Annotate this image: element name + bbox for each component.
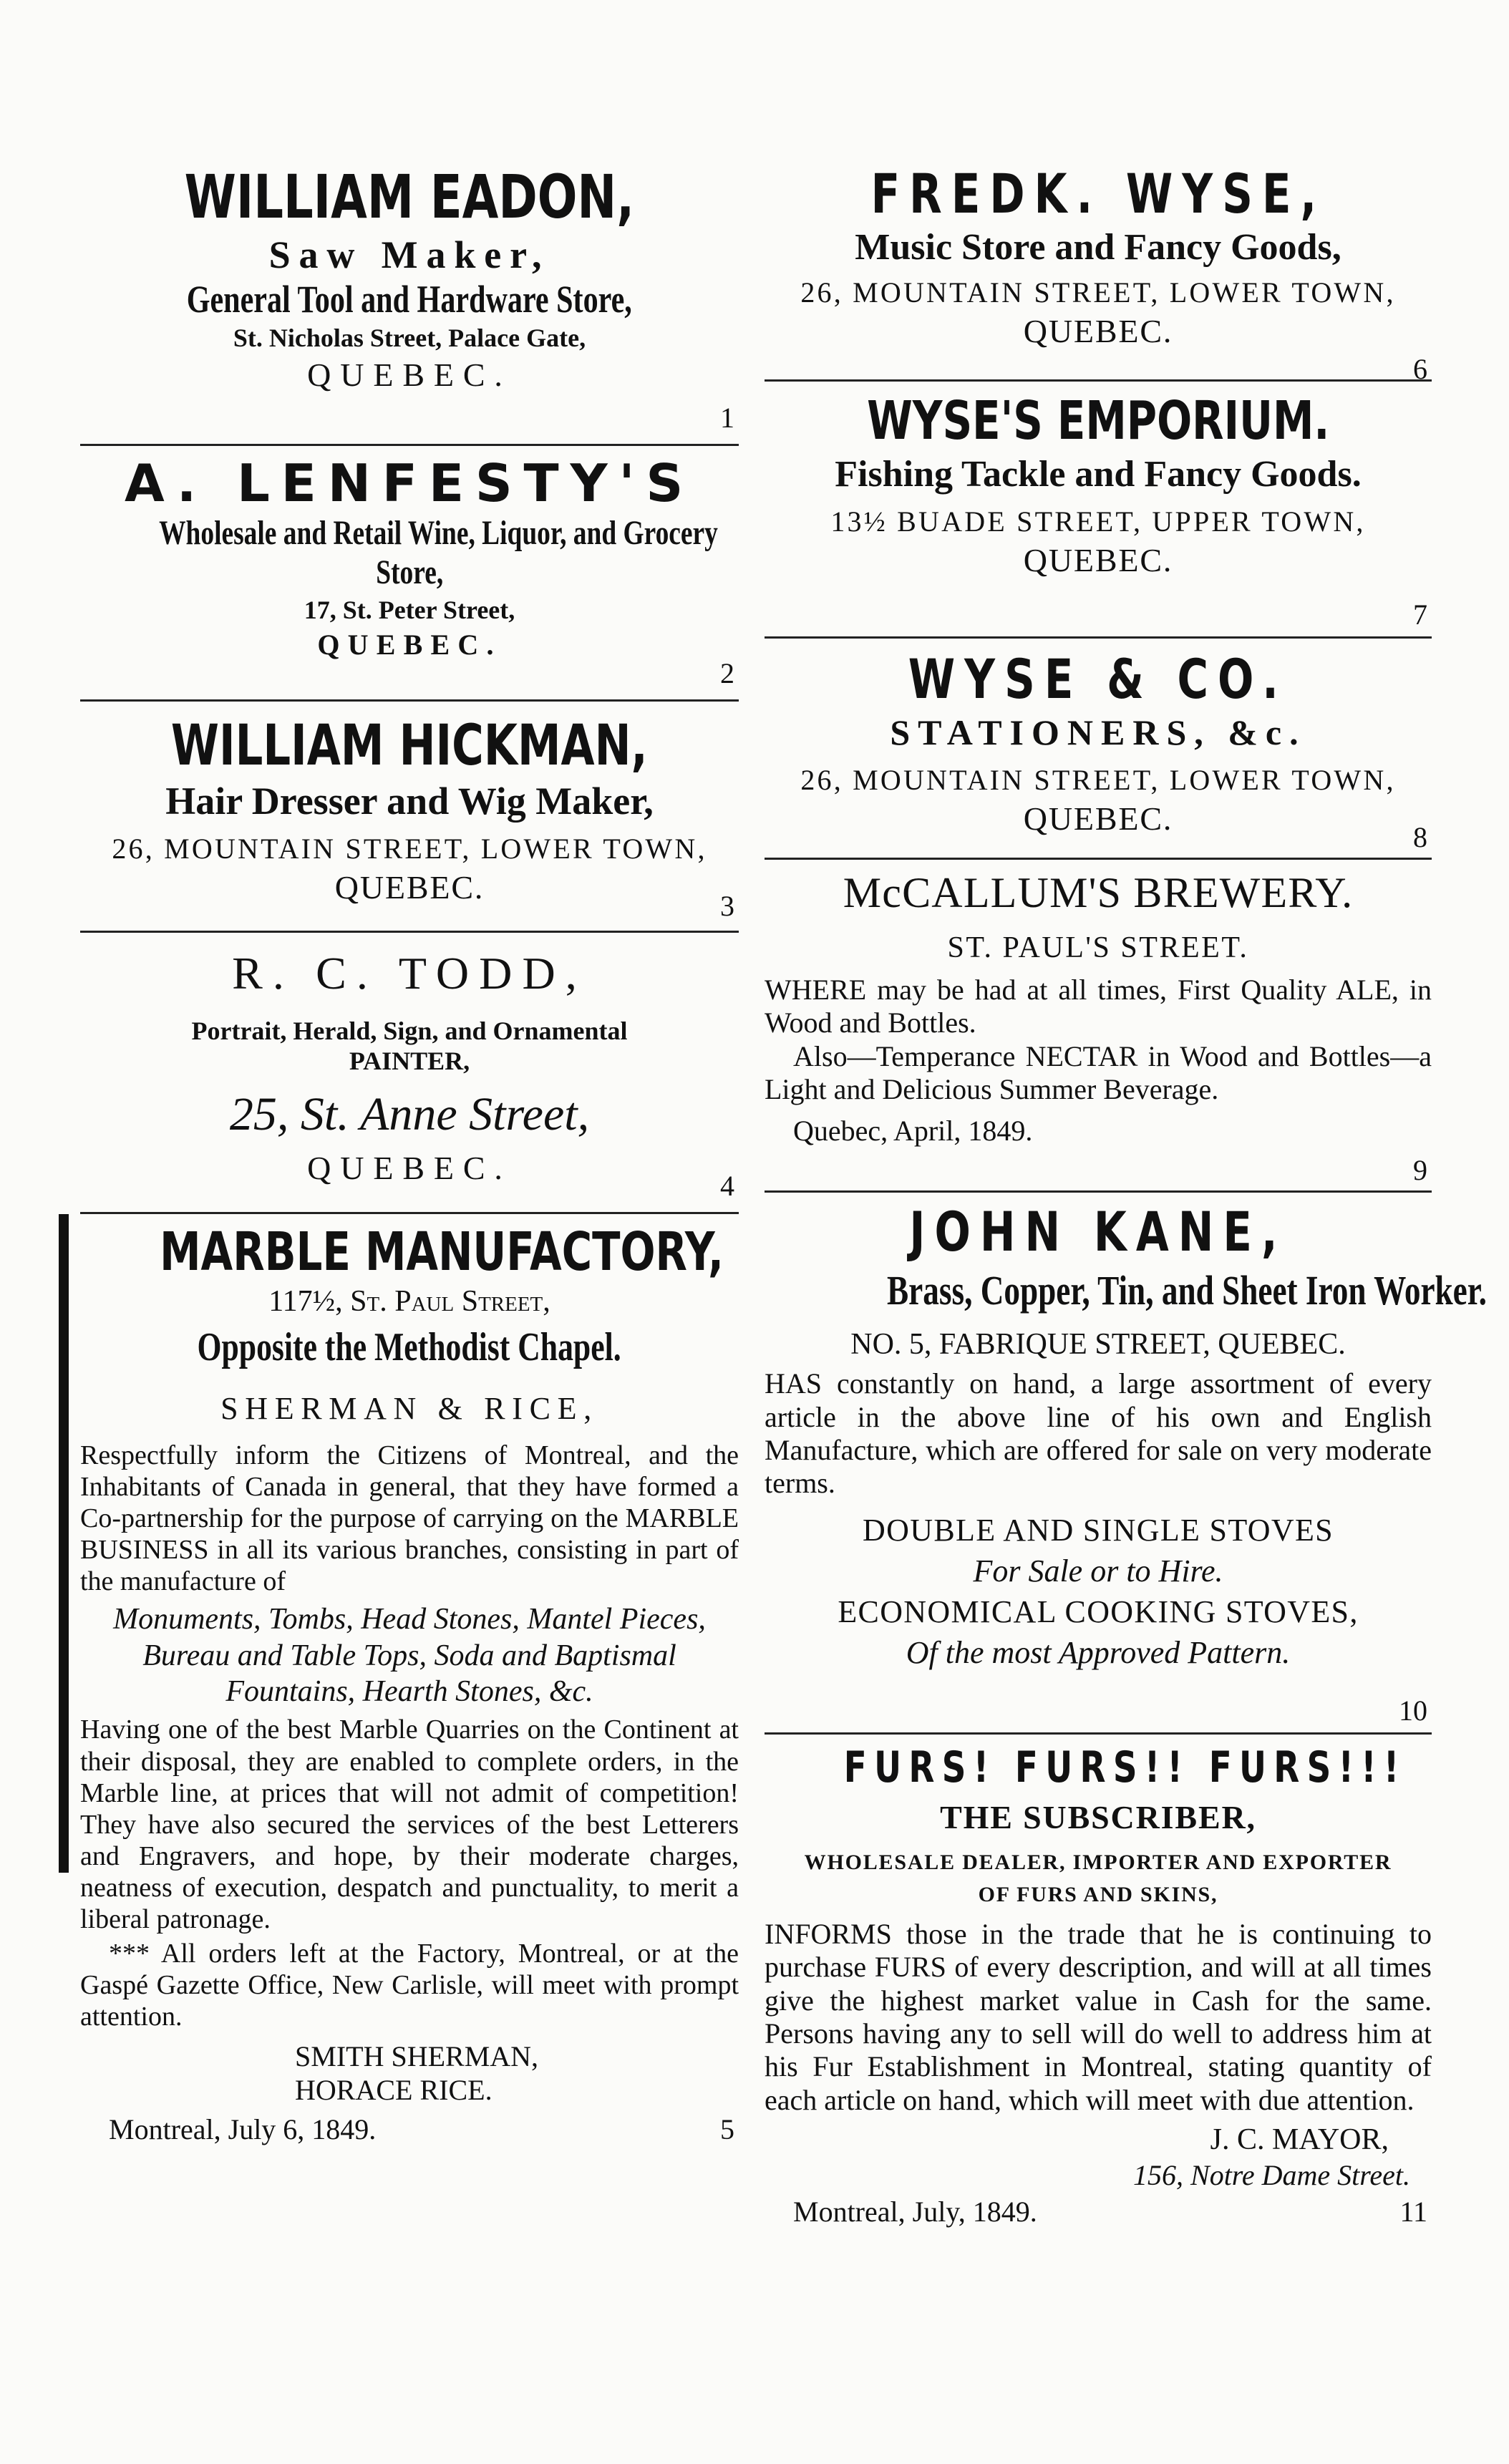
ad-paragraph-1: HAS constantly on hand, a large assortment of every article in the above line of his own and English Manufacture, which are offered for sale on very moderate terms. bbox=[765, 1367, 1432, 1500]
ad-subtitle: THE SUBSCRIBER, bbox=[940, 1798, 1256, 1835]
ad-trade: STATIONERS, &c. bbox=[890, 712, 1306, 753]
ad-line-4: Of the most Approved Pattern. bbox=[906, 1634, 1291, 1670]
ad-city: QUEBEC. bbox=[334, 869, 485, 906]
ad-trade-1: Portrait, Herald, Sign, and Ornamental bbox=[191, 1017, 628, 1045]
ad-john-kane bbox=[765, 1193, 1487, 1732]
ad-fredk-wyse bbox=[765, 162, 1432, 385]
ad-signature-address: 156, Notre Dame Street. bbox=[1133, 2159, 1410, 2192]
ad-number: 9 bbox=[1413, 1154, 1427, 1186]
ad-address: 26, MOUNTAIN STREET, LOWER TOWN, bbox=[800, 276, 1396, 309]
ad-address: 26, MOUNTAIN STREET, LOWER TOWN, bbox=[800, 764, 1396, 797]
ad-city: QUEBEC. bbox=[1023, 313, 1173, 350]
ad-number: 8 bbox=[1413, 821, 1427, 853]
ad-trade: Hair Dresser and Wig Maker, bbox=[165, 780, 654, 823]
ad-trade: Music Store and Fancy Goods, bbox=[855, 227, 1341, 268]
ad-city: QUEBEC. bbox=[317, 628, 502, 661]
ad-rc-todd bbox=[80, 933, 739, 1212]
ad-date: Quebec, April, 1849. bbox=[793, 1114, 1033, 1147]
ad-description: WHOLESALE DEALER, IMPORTER AND EXPORTER OF FURS AND SKINS, bbox=[804, 1850, 1392, 1906]
margin-bar bbox=[59, 1214, 69, 1873]
ad-furs bbox=[765, 1735, 1432, 2233]
right-column bbox=[765, 162, 1487, 2233]
ad-description-2: Store, bbox=[376, 553, 443, 591]
ad-number: 4 bbox=[720, 1170, 734, 1202]
ad-signature-1: SMITH SHERMAN, bbox=[295, 2040, 539, 2073]
ad-city: QUEBEC. bbox=[307, 356, 512, 393]
ad-date: Montreal, July, 1849. bbox=[793, 2196, 1037, 2228]
ad-name: WYSE'S EMPORIUM. bbox=[866, 390, 1330, 452]
ad-description-1: Wholesale and Retail Wine, Liquor, and Grocery bbox=[159, 513, 718, 552]
ad-lenfesty bbox=[80, 446, 739, 699]
ad-signature-2: HORACE RICE. bbox=[295, 2074, 493, 2107]
ad-line-3: ECONOMICAL COOKING STOVES, bbox=[838, 1594, 1359, 1629]
ad-marble-manufactory bbox=[80, 1214, 739, 2151]
ad-city: QUEBEC. bbox=[1023, 542, 1173, 579]
ad-name: FREDK. WYSE, bbox=[870, 162, 1326, 225]
ad-address: 25, St. Anne Street, bbox=[229, 1088, 590, 1140]
ad-address: St. Nicholas Street, Palace Gate, bbox=[233, 323, 586, 352]
ad-number: 6 bbox=[1413, 353, 1427, 385]
ad-mccallums-brewery bbox=[765, 860, 1432, 1190]
ad-firm: SHERMAN & RICE, bbox=[220, 1390, 598, 1426]
ad-items: Monuments, Tombs, Head Stones, Mantel Pieces, Bureau and Table Tops, Soda and Baptismal Fountains, Hearth Stones, &c. bbox=[113, 1603, 706, 1709]
ad-trade: Saw Maker, bbox=[268, 233, 550, 276]
ad-address: 117½, St. Paul Street, bbox=[268, 1284, 550, 1318]
ad-city: QUEBEC. bbox=[1023, 800, 1173, 838]
ad-name: WILLIAM HICKMAN, bbox=[171, 714, 648, 778]
ad-name: WILLIAM EADON, bbox=[184, 162, 635, 232]
ad-number: 10 bbox=[1399, 1694, 1427, 1727]
ad-number: 7 bbox=[1413, 598, 1427, 631]
ad-address: 26, MOUNTAIN STREET, LOWER TOWN, bbox=[112, 833, 707, 865]
ad-william-hickman bbox=[80, 702, 739, 931]
ad-number: 5 bbox=[720, 2113, 734, 2146]
ad-paragraph-2: Having one of the best Marble Quarries on the Continent at their disposal, they are enabled to complete orders, in the Marble line, at prices that will not admit of competition! They have also secured the services of the best Letterers and Engravers, and hope, by their moderate charges, neatness of execution, despatch and punctuality, to merit a liberal patronage. bbox=[80, 1714, 739, 1934]
ad-trade: Brass, Copper, Tin, and Sheet Iron Worker. bbox=[886, 1267, 1487, 1314]
ad-line-2: For Sale or to Hire. bbox=[973, 1553, 1223, 1588]
ad-paragraph-1: WHERE may be had at all times, First Quality ALE, in Wood and Bottles. bbox=[765, 974, 1432, 1039]
ad-name: McCALLUM'S BREWERY. bbox=[843, 869, 1354, 916]
left-column bbox=[80, 162, 739, 2151]
ad-paragraph-3: *** All orders left at the Factory, Montreal, or at the Gaspé Gazette Office, New Carlisle, will meet with prompt attention. bbox=[80, 1939, 739, 2032]
ad-trade: Fishing Tackle and Fancy Goods. bbox=[835, 453, 1362, 495]
ad-street: ST. PAUL'S STREET. bbox=[947, 931, 1249, 964]
ad-line-1: DOUBLE AND SINGLE STOVES bbox=[863, 1512, 1334, 1548]
ad-description: General Tool and Hardware Store, bbox=[186, 277, 633, 321]
ad-address: NO. 5, FABRIQUE STREET, QUEBEC. bbox=[850, 1328, 1346, 1362]
ad-william-eadon bbox=[80, 162, 739, 444]
ad-paragraph-2: Also—Temperance NECTAR in Wood and Bottles—a Light and Delicious Summer Beverage. bbox=[765, 1039, 1432, 1106]
ad-wyses-emporium bbox=[765, 382, 1432, 636]
ad-name: WYSE & CO. bbox=[908, 647, 1289, 711]
ad-number: 3 bbox=[720, 890, 734, 922]
ad-name: FURS! FURS!! FURS!!! bbox=[843, 1742, 1407, 1793]
ad-number: 1 bbox=[720, 402, 734, 434]
ad-date: Montreal, July 6, 1849. bbox=[109, 2113, 377, 2146]
ad-name: R. C. TODD, bbox=[232, 948, 587, 999]
ad-name: A. LENFESTY'S bbox=[124, 453, 695, 513]
ad-wyse-and-co bbox=[765, 639, 1432, 858]
ad-address: 13½ BUADE STREET, UPPER TOWN, bbox=[830, 505, 1366, 538]
ad-address: 17, St. Peter Street, bbox=[304, 595, 515, 624]
ad-city: QUEBEC. bbox=[307, 1150, 512, 1186]
ad-name: JOHN KANE, bbox=[909, 1200, 1287, 1263]
ad-signature: J. C. MAYOR, bbox=[1210, 2123, 1389, 2157]
ad-trade-2: PAINTER, bbox=[349, 1047, 470, 1075]
ad-opposite: Opposite the Methodist Chapel. bbox=[197, 1324, 622, 1369]
ad-paragraph-1: INFORMS those in the trade that he is continuing to purchase FURS of every description, and will at all times give the highest market value in Cash for the same. Persons having any to sell will do well to address him at his Fur Establishment in Montreal, stating quantity of each article on hand, which will meet with due attention. bbox=[765, 1917, 1432, 2116]
ad-title: MARBLE MANUFACTORY, bbox=[160, 1221, 724, 1283]
ad-number: 2 bbox=[720, 657, 734, 689]
ad-paragraph-1: Respectfully inform the Citizens of Montreal, and the Inhabitants of Canada in general, that they have formed a Co-partnership for the purpose of carrying on the MARBLE BUSINESS in all its various branches, consisting in part of the manufacture of bbox=[80, 1440, 739, 1597]
ad-number: 11 bbox=[1399, 2196, 1427, 2228]
